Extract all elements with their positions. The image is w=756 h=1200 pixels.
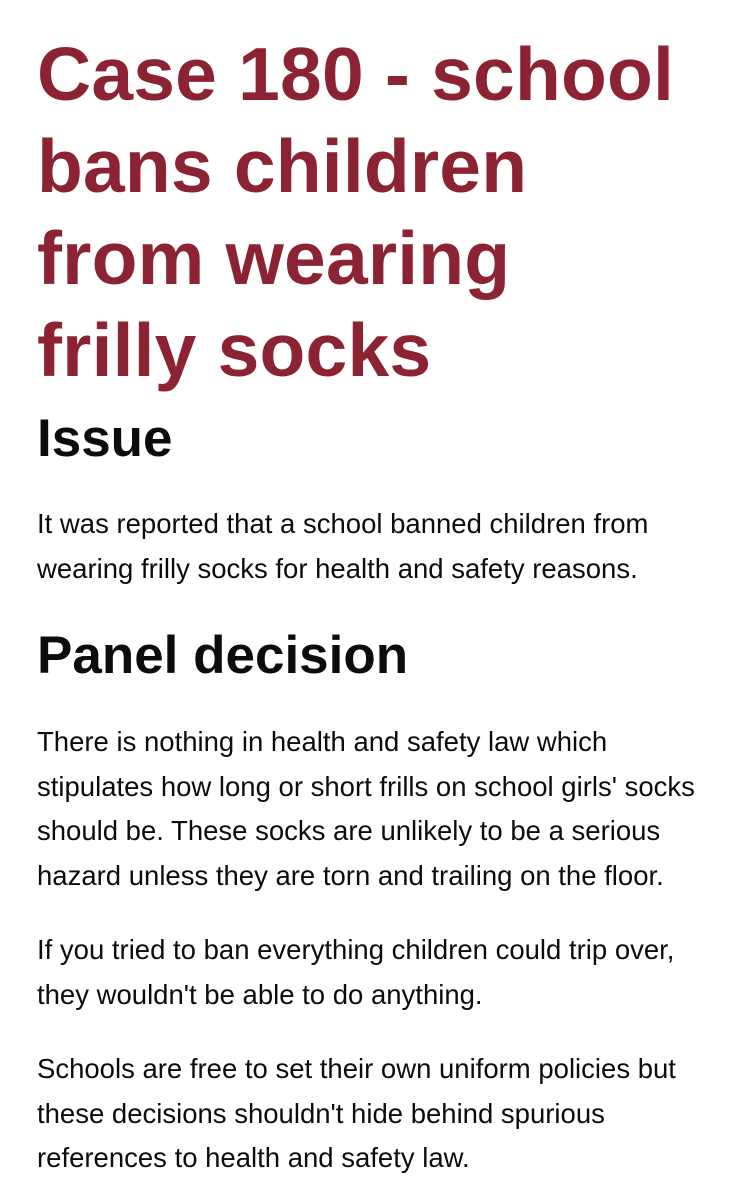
decision-paragraph-3: Schools are free to set their own uniform policies but these decisions shouldn't hide behind spurious references to health and safety law. (37, 1053, 676, 1173)
page-title: Case 180 - school bans children from wearing frilly socks (37, 32, 675, 392)
issue-heading: Issue (37, 409, 173, 468)
decision-paragraph-2: If you tried to ban everything children could trip over, they wouldn't be able to do anything. (37, 934, 675, 1010)
decision-paragraph-1: There is nothing in health and safety law which stipulates how long or short frills on school girls' socks should be. These socks are unlikely to be a serious hazard unless they are torn and trailing on the floor. (37, 726, 695, 891)
panel-decision-heading: Panel decision (37, 626, 409, 685)
issue-paragraph: It was reported that a school banned children from wearing frilly socks for health and safety reasons. (37, 508, 649, 584)
